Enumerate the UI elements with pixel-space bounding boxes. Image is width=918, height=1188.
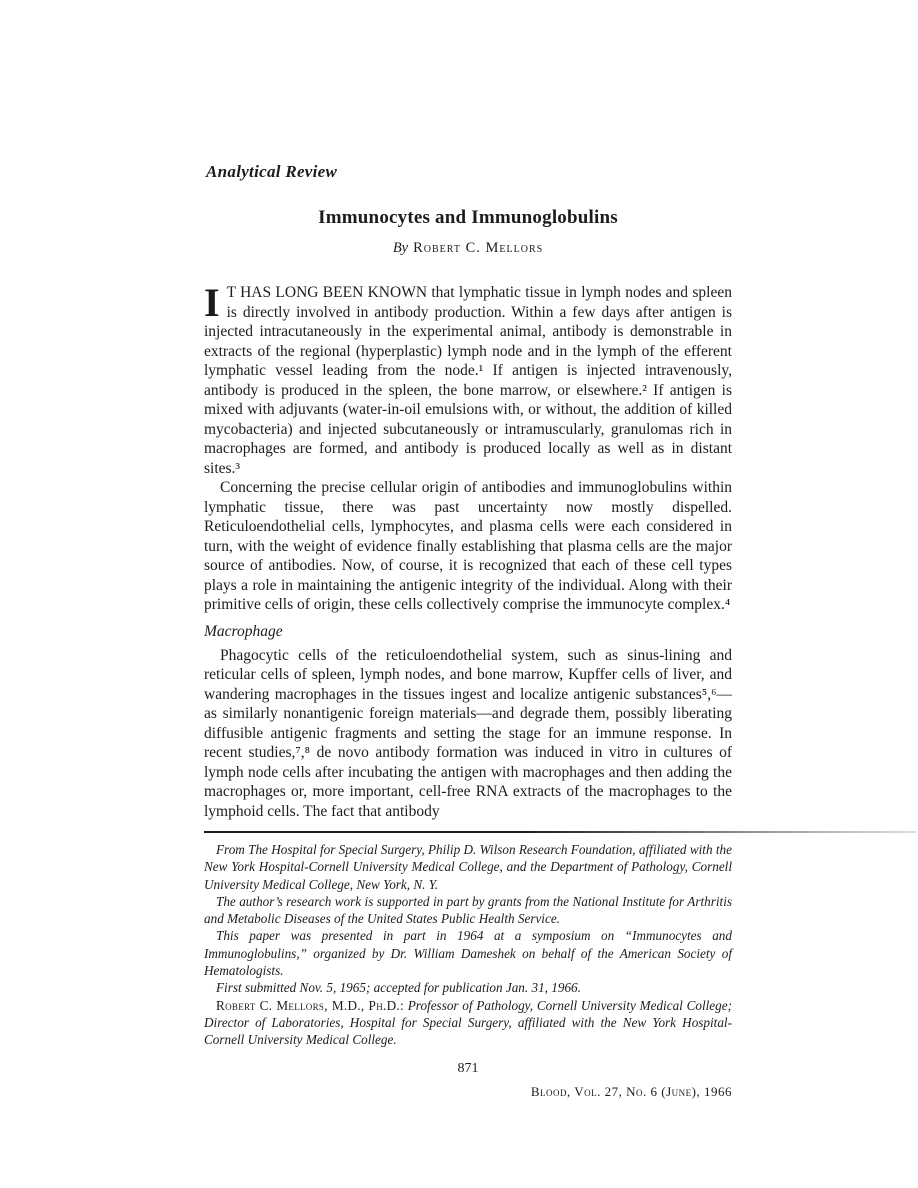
drop-cap: I: [204, 280, 220, 325]
footnote-author-titles: Professor of Pathology, Cornell University Medical College; Director of Laboratories, Hospital for Special Surgery, affiliated with the New York Hospital-Cornell University Medical College.: [204, 997, 732, 1048]
footnote-submission-dates: First submitted Nov. 5, 1965; accepted for publication Jan. 31, 1966.: [216, 980, 581, 996]
section-heading-macrophage: Macrophage: [204, 622, 283, 640]
footnote-symposium: This paper was presented in part in 1964 at a symposium on “Immunocytes and Immunoglobulins,” organized by Dr. William Dameshek on behalf of the American Society of Hematologists.: [204, 928, 732, 979]
byline: [204, 240, 732, 257]
paragraph-2: Concerning the precise cellular origin of antibodies and immunoglobulins within lymphatic tissue, there was past uncertainty now mostly dispelled. Reticuloendothelial cells, lymphocytes, and plasma cells were each considered in turn, with the weight of evidence finally establishing that plasma cells are the major source of antibodies. Now, of course, it is recognized that each of these cell types plays a role in maintaining the antigenic integrity of the individual. Along with their primitive cells of origin, these cells collectively comprise the immunocyte complex.⁴: [204, 479, 732, 613]
footnotes: [204, 841, 732, 1049]
paragraph-3: Phagocytic cells of the reticuloendothelial system, such as sinus-lining and reticular cells of spleen, lymph nodes, and bone marrow, Kupffer cells of liver, and wandering macrophages in the tissues ingest and localize antigenic substances⁵,⁶—as similarly nonantigenic foreign materials—and degrade them, possibly liberating diffusible antigenic fragments and setting the stage for an immune response. In recent studies,⁷,⁸ de novo antibody formation was induced in vitro in cultures of lymph node cells after incubating the antigen with macrophages and then adding the macrophages or, more important, cell-free RNA extracts of the macrophages to the lymphoid cells. The fact that antibody: [204, 646, 732, 820]
footnote-author-name: Robert C. Mellors, M.D., Ph.D.:: [216, 997, 404, 1013]
paragraph-1: [204, 280, 732, 478]
article-body: [204, 280, 732, 821]
journal-citation: Blood, Vol. 27, No. 6 (June), 1966: [530, 1083, 732, 1099]
footnote-author-bio: [204, 997, 732, 1049]
page-number: 871: [457, 1060, 479, 1076]
footnote-affiliation: From The Hospital for Special Surgery, Philip D. Wilson Research Foundation, affiliated with the New York Hospital-Cornell University Medical College, and the Department of Pathology, Cornell University Medical College, New York, N. Y.: [204, 842, 732, 892]
section-kicker: Analytical Review: [206, 162, 338, 181]
footnote-rule: [204, 831, 916, 833]
text-column: [204, 162, 732, 1100]
footnote-grants: The author’s research work is supported in part by grants from the National Institute for Arthritis and Metabolic Diseases of the United States Public Health Service.: [204, 893, 732, 927]
paragraph-1-text: T HAS LONG BEEN KNOWN that lymphatic tissue in lymph nodes and spleen is directly involved in antibody production. Within a few days after antigen is injected intracutaneously in the experimental animal, antibody is demonstrable in extracts of the regional (hyperplastic) lymph node and in the lymph of the efferent lymphatic vessel leading from the node.¹ If antigen is injected intravenously, antibody is produced in the spleen, the bone marrow, or elsewhere.² If antigen is mixed with adjuvants (water-in-oil emulsions with, or without, the addition of killed mycobacteria) and injected subcutaneously or intramuscularly, granulomas rich in macrophages are formed, and antibody is produced locally as well as in distant sites.³: [204, 284, 732, 477]
byline-prefix: By: [392, 240, 409, 256]
article-title: Immunocytes and Immunoglobulins: [318, 207, 618, 228]
byline-author: Robert C. Mellors: [413, 240, 544, 256]
